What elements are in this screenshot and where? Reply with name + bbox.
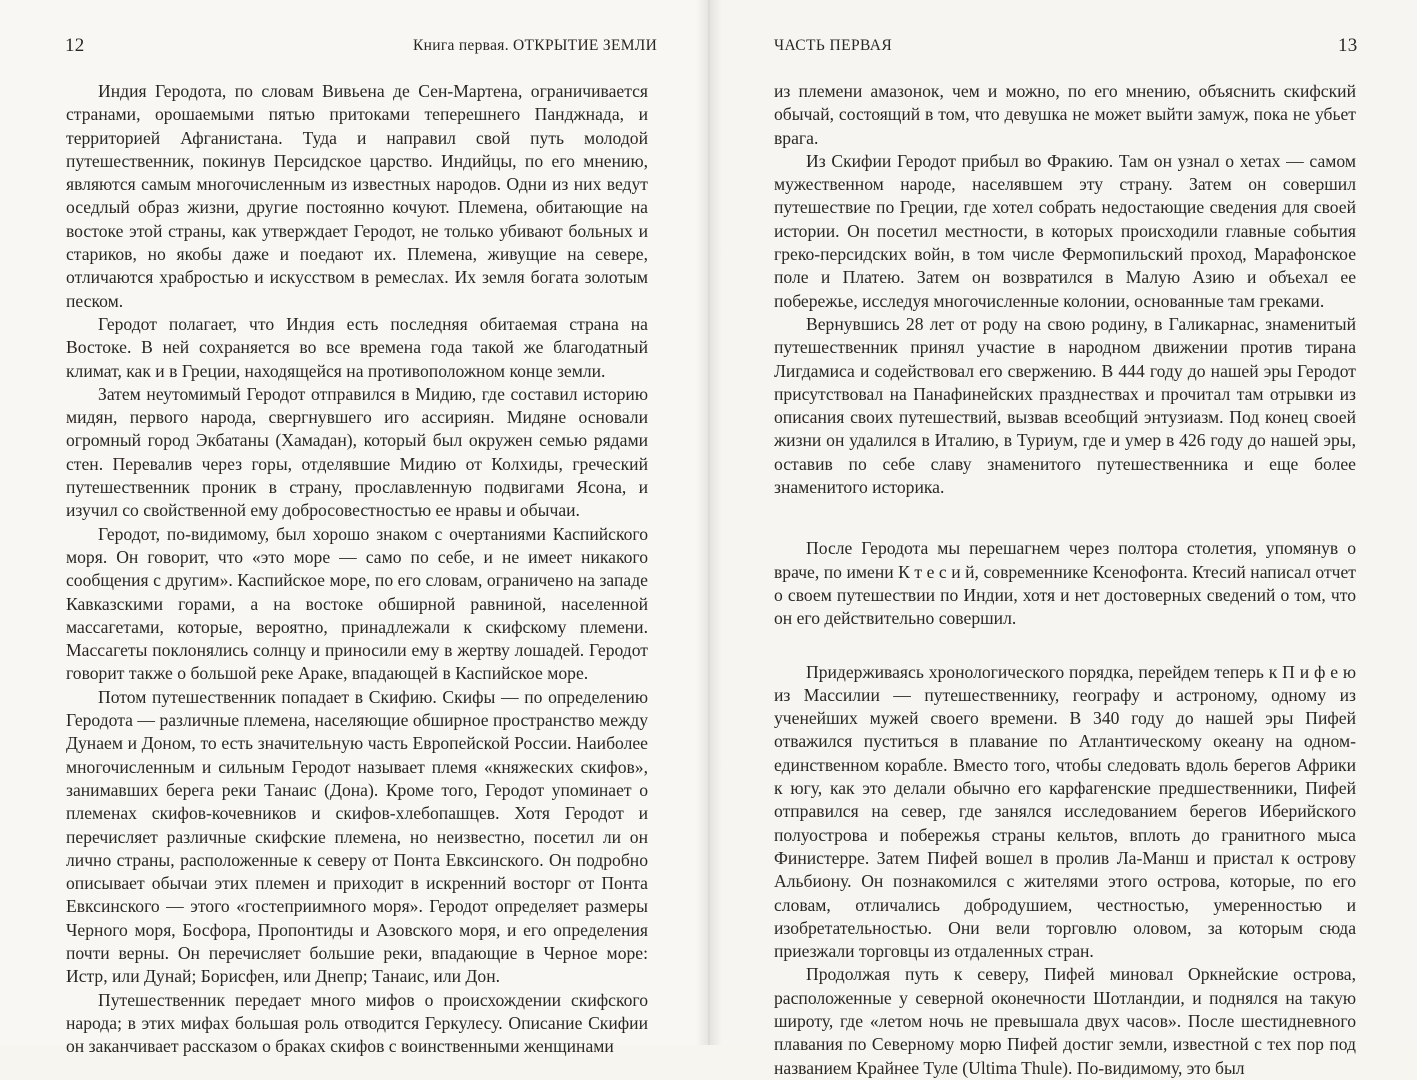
paragraph: Индия Геродота, по словам Вивьена де Сен-Мартена, ограничивается странами, орошаемыми пятью притоками теперешнего Панджнада, и территорией Афганистана. Туда и направил свой путь молодой путешественник, покинув Персидское царство. Индийцы, по его мнению, являются самым многочисленным из известных народов. Одни из них ведут оседлый образ жизни, другие постоянно кочуют. Племена, обитающие на востоке этой страны, как утверждает Геродот, не только убивают больных и стариков, но якобы даже и поедают их. Племена, живущие на севере, отличаются храбростью и искусством в ремеслах. Их земля богата золотым песком. <box>66 81 648 311</box>
page-number: 13 <box>1338 35 1358 56</box>
paragraph: Геродот полагает, что Индия есть последняя обитаемая страна на Востоке. В ней сохраняется во все времена года такой же благодатный климат, как и в Греции, находящейся на противоположном конце земли. <box>66 313 648 381</box>
paragraph: Вернувшись 28 лет от роду на свою родину, в Галикарнас, знаменитый путешественник принял участие в народном движении против тирана Лигдамиса и содействовал его свержению. В 444 году до нашей эры Геродот присутствовал на Панафинейских празднествах и прочитал там отрывки из описания своих путешествий, вызвав всеобщий энтузиазм. Под конец своей жизни он удалился в Италию, в Туриум, где и умер в 426 году до нашей эры, оставив по себе славу знаменитого путешественника и еще более знаменитого историка. <box>774 313 1356 498</box>
paragraph: Придерживаясь хронологического порядка, перейдем теперь к П и ф е ю из Массилии — путешественнику, географу и астроному, одному из ученейших мужей своего времени. В 340 году до нашей эры Пифей отважился пуститься в плавание по Атлантическому океану на одном-единственном корабле. Вместо того, чтобы следовать вдоль берегов Африки к югу, как это делали обычно его карфагенские предшественники, Пифей отправился на север, где занялся исследованием берегов Иберийского полуострова и побережья страны кельтов, вплоть до гранитного мыса Финистерре. Затем Пифей вошел в пролив Ла-Манш и пристал к острову Альбиону. Он познакомился с жителями этого острова, которые, по его словам, отличались добродушием, честностью, умеренностью и изобретательностью. Они вели торговлю оловом, за которым сюда приезжали торговцы из отдаленных стран. <box>774 661 1356 962</box>
page-body <box>774 80 1356 1080</box>
left-page <box>0 0 708 1057</box>
running-head: ЧАСТЬ ПЕРВАЯ <box>774 37 893 54</box>
paragraph: Продолжая путь к северу, Пифей миновал Оркнейские острова, расположенные у северной оконечности Шотландии, и поднялся на такую широту, где «летом ночь не превышала двух часов». После шестидневного плавания по Северному морю Пифей достиг земли, известной с тех пор под названием Крайнее Туле (Ultima Thule). По-видимому, это был <box>774 964 1356 1078</box>
paragraph: Геродот, по-видимому, был хорошо знаком с очертаниями Каспийского моря. Он говорит, что «это море — само по себе, и не имеет никакого сообщения с другим». Каспийское море, по его словам, ограничено на западе Кавказскими горами, а на востоке обширной равниной, населенной массагетами, которые, вероятно, принадлежали к скифскому племени. Массагеты поклонялись солнцу и приносили ему в жертву лошадей. Геродот говорит также о большой реке Араке, впадающей в Каспийское море. <box>66 523 648 684</box>
paragraph: После Геродота мы перешагнем через полтора столетия, упомянув о враче, по имени К т е с и й, современнике Ксенофонта. Ктесий написал отчет о своем путешествии по Индии, хотя и нет достоверных сведений о том, что он его действительно совершил. <box>774 538 1356 629</box>
page-number: 12 <box>65 35 85 56</box>
paragraph: Из Скифии Геродот прибыл во Фракию. Там он узнал о хетах — самом мужественном народе, населявшем эту страну. Затем он совершил путешествие по Греции, где хотел собрать недостающие сведения для своей истории. Он посетил местности, в которых происходили главные события греко-персидских войн, в том числе Фермопильский проход, Марафонское поле и Платею. Затем он возвратился в Малую Азию и объехал ее побережье, исследуя многочисленные колонии, основанные там греками. <box>774 150 1356 311</box>
paragraph-continuation: из племени амазонок, чем и можно, по его мнению, объяснить скифский обычай, состоящий в том, что девушка не может выйти замуж, пока не убьет врага. <box>774 81 1356 148</box>
paragraph: Путешественник передает много мифов о происхождении скифского народа; в этих мифах большая роль отводится Геркулесу. Описание Скифии он заканчивает рассказом о браках скифов с воинственными женщинами <box>66 989 648 1057</box>
paragraph: Потом путешественник попадает в Скифию. Скифы — по определению Геродота — различные племена, населяющие обширное пространство между Дунаем и Доном, то есть значительную часть Европейской России. Наиболее многочисленным и сильным Геродот называет племя «княжеских скифов», занимавших берега реки Танаис (Дона). Кроме того, Геродот упоминает о племенах скифов-кочевников и скифов-хлебопашцев. Хотя Геродот и перечисляет различные скифские племена, но неизвестно, посетил ли он лично страны, расположенные к северу от Понта Евксинского. Он подробно описывает обычаи этих племен и приходит в искренний восторг от Понта Евксинского — этого «гостеприимного моря». Геродот определяет размеры Черного моря, Босфора, Пропонтиды и Азовского моря, и его определения почти верны. Он перечисляет большие реки, впадающие в Черное море: Истр, или Дунай; Борисфен, или Днепр; Танаис, или Дон. <box>66 686 648 987</box>
right-page <box>708 0 1417 1078</box>
paragraph: Затем неутомимый Геродот отправился в Мидию, где составил историю мидян, первого народа, свергнувшего иго ассириян. Мидяне основали огромный город Экбатаны (Хамадан), который был окружен семью рядами стен. Перевалив через горы, отделявшие Мидию от Колхиды, греческий путешественник проник в страну, прославленную подвигами Ясона, и изучил со свойственной ему добросовестностью ее нравы и обычаи. <box>66 383 648 521</box>
running-head: Книга первая. ОТКРЫТИЕ ЗЕМЛИ <box>413 37 658 54</box>
page-body <box>66 80 648 1058</box>
